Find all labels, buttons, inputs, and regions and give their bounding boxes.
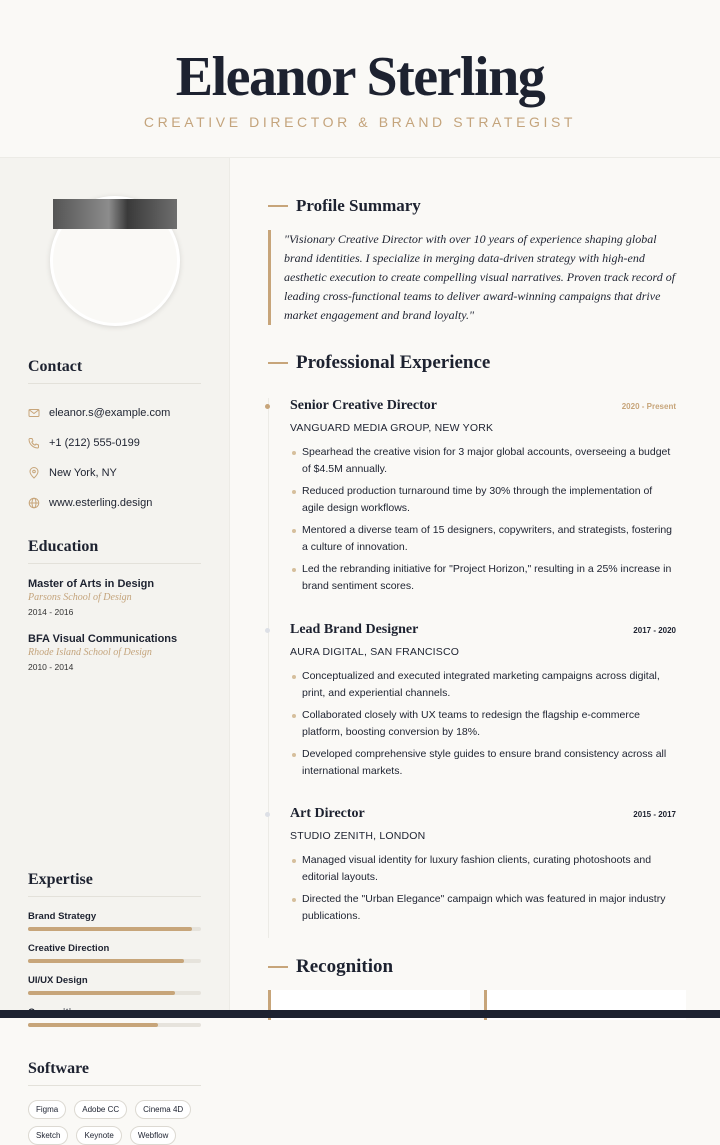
summary-title: Profile Summary	[296, 196, 421, 215]
skill-item	[28, 911, 201, 931]
job-bullet: Led the rebranding initiative for "Project Horizon," resulting in a 25% increase in brand sentiment scores.	[290, 561, 676, 595]
job-date: 2015 - 2017	[633, 810, 676, 819]
skill-bar	[28, 959, 201, 963]
contact-phone[interactable]	[28, 428, 201, 458]
job-entry	[290, 806, 676, 930]
software-tag: Adobe CC	[74, 1100, 127, 1119]
globe-icon	[28, 497, 40, 509]
summary-heading	[268, 196, 421, 216]
location-text: New York, NY	[49, 467, 117, 479]
job-company: AURA DIGITAL, SAN FRANCISCO	[290, 646, 460, 658]
mail-icon	[28, 407, 40, 419]
job-entry	[290, 398, 676, 600]
person-name: Eleanor Sterling	[175, 46, 545, 108]
job-company: VANGUARD MEDIA GROUP, NEW YORK	[290, 422, 494, 434]
expertise-title: Expertise	[28, 871, 201, 897]
contact-website[interactable]	[28, 488, 201, 518]
software-tag: Cinema 4D	[135, 1100, 191, 1119]
job-bullet: Managed visual identity for luxury fashion clients, curating photoshoots and editorial layouts.	[290, 852, 676, 886]
job-date: 2020 - Present	[621, 402, 676, 411]
education-years: 2014 - 2016	[28, 607, 74, 617]
job-bullets	[290, 852, 676, 925]
skill-bar	[28, 927, 201, 931]
skill-bar-fill	[28, 927, 192, 931]
sidebar	[0, 158, 230, 1140]
contact-email[interactable]	[28, 398, 201, 428]
job-subtitle: CREATIVE DIRECTOR & BRAND STRATEGIST	[143, 114, 577, 130]
software-tag: Keynote	[76, 1126, 121, 1145]
skill-bar	[28, 1023, 201, 1027]
skill-name: Creative Direction	[28, 943, 110, 954]
heading-dash	[268, 362, 288, 364]
job-role: Lead Brand Designer	[290, 622, 419, 637]
job-company: STUDIO ZENITH, LONDON	[290, 830, 426, 842]
job-bullet: Conceptualized and executed integrated marketing campaigns across digital, print, and experiential channels.	[290, 668, 676, 702]
resume-header	[0, 0, 720, 158]
bottom-bar	[0, 1010, 720, 1018]
skill-item	[28, 975, 201, 995]
location-pin-icon	[28, 467, 40, 479]
job-bullet: Directed the "Urban Elegance" campaign which was featured in major industry publications.	[290, 891, 676, 925]
phone-text: +1 (212) 555-0199	[49, 437, 140, 449]
degree: BFA Visual Communications	[28, 633, 178, 645]
job-bullets	[290, 668, 676, 780]
school: Rhode Island School of Design	[28, 647, 152, 658]
contact-title: Contact	[28, 358, 201, 384]
education-section	[28, 538, 201, 688]
software-section	[28, 1060, 201, 1145]
software-tag: Webflow	[130, 1126, 177, 1145]
recognition-heading	[268, 956, 393, 978]
main-content	[230, 158, 720, 1018]
recognition-title: Recognition	[296, 956, 394, 977]
skill-bar-fill	[28, 1023, 158, 1027]
skill-name: Brand Strategy	[28, 911, 97, 922]
job-bullet: Collaborated closely with UX teams to redesign the flagship e-commerce platform, boosting conversion by 18%.	[290, 707, 676, 741]
heading-dash	[268, 205, 288, 207]
contact-section	[28, 358, 201, 518]
timeline-dot	[265, 404, 270, 409]
profile-summary: "Visionary Creative Director with over 10 years of experience shaping global brand identities. I specialize in merging data-driven strategy with high-end aesthetic execution to create compelling visual narratives. Proven track record of leading cross-functional teams to deliver award-winning campaigns that drive market engagement and brand loyalty."	[268, 230, 686, 325]
software-tag: Figma	[28, 1100, 66, 1119]
timeline-dot	[265, 628, 270, 633]
software-tag: Sketch	[28, 1126, 68, 1145]
timeline-dot	[265, 812, 270, 817]
skill-bar-fill	[28, 991, 175, 995]
job-bullet: Developed comprehensive style guides to ensure brand consistency across all international markets.	[290, 746, 676, 780]
profile-photo	[50, 196, 180, 326]
skill-name: UI/UX Design	[28, 975, 88, 986]
job-bullets	[290, 444, 676, 595]
school: Parsons School of Design	[28, 592, 132, 603]
job-bullet: Reduced production turnaround time by 30% through the implementation of agile design workflows.	[290, 483, 676, 517]
education-item	[28, 633, 201, 672]
education-title: Education	[28, 538, 201, 564]
degree: Master of Arts in Design	[28, 578, 155, 590]
job-entry	[290, 622, 676, 785]
contact-location	[28, 458, 201, 488]
job-date: 2017 - 2020	[633, 626, 676, 635]
timeline-line	[268, 398, 269, 938]
phone-icon	[28, 437, 40, 449]
experience-title: Professional Experience	[296, 352, 491, 373]
skill-bar	[28, 991, 201, 995]
job-bullet: Mentored a diverse team of 15 designers, copywriters, and strategists, fostering a culture of innovation.	[290, 522, 676, 556]
software-tags	[28, 1100, 201, 1145]
job-role: Senior Creative Director	[290, 398, 437, 413]
experience-heading	[268, 352, 490, 374]
education-item	[28, 578, 201, 617]
skill-item	[28, 943, 201, 963]
software-title: Software	[28, 1060, 201, 1086]
skill-bar-fill	[28, 959, 184, 963]
website-text: www.esterling.design	[49, 497, 153, 509]
education-years: 2010 - 2014	[28, 662, 74, 672]
email-text: eleanor.s@example.com	[49, 407, 171, 419]
heading-dash	[268, 966, 288, 968]
job-role: Art Director	[290, 806, 365, 821]
job-bullet: Spearhead the creative vision for 3 major global accounts, overseeing a budget of $4.5M annually.	[290, 444, 676, 478]
